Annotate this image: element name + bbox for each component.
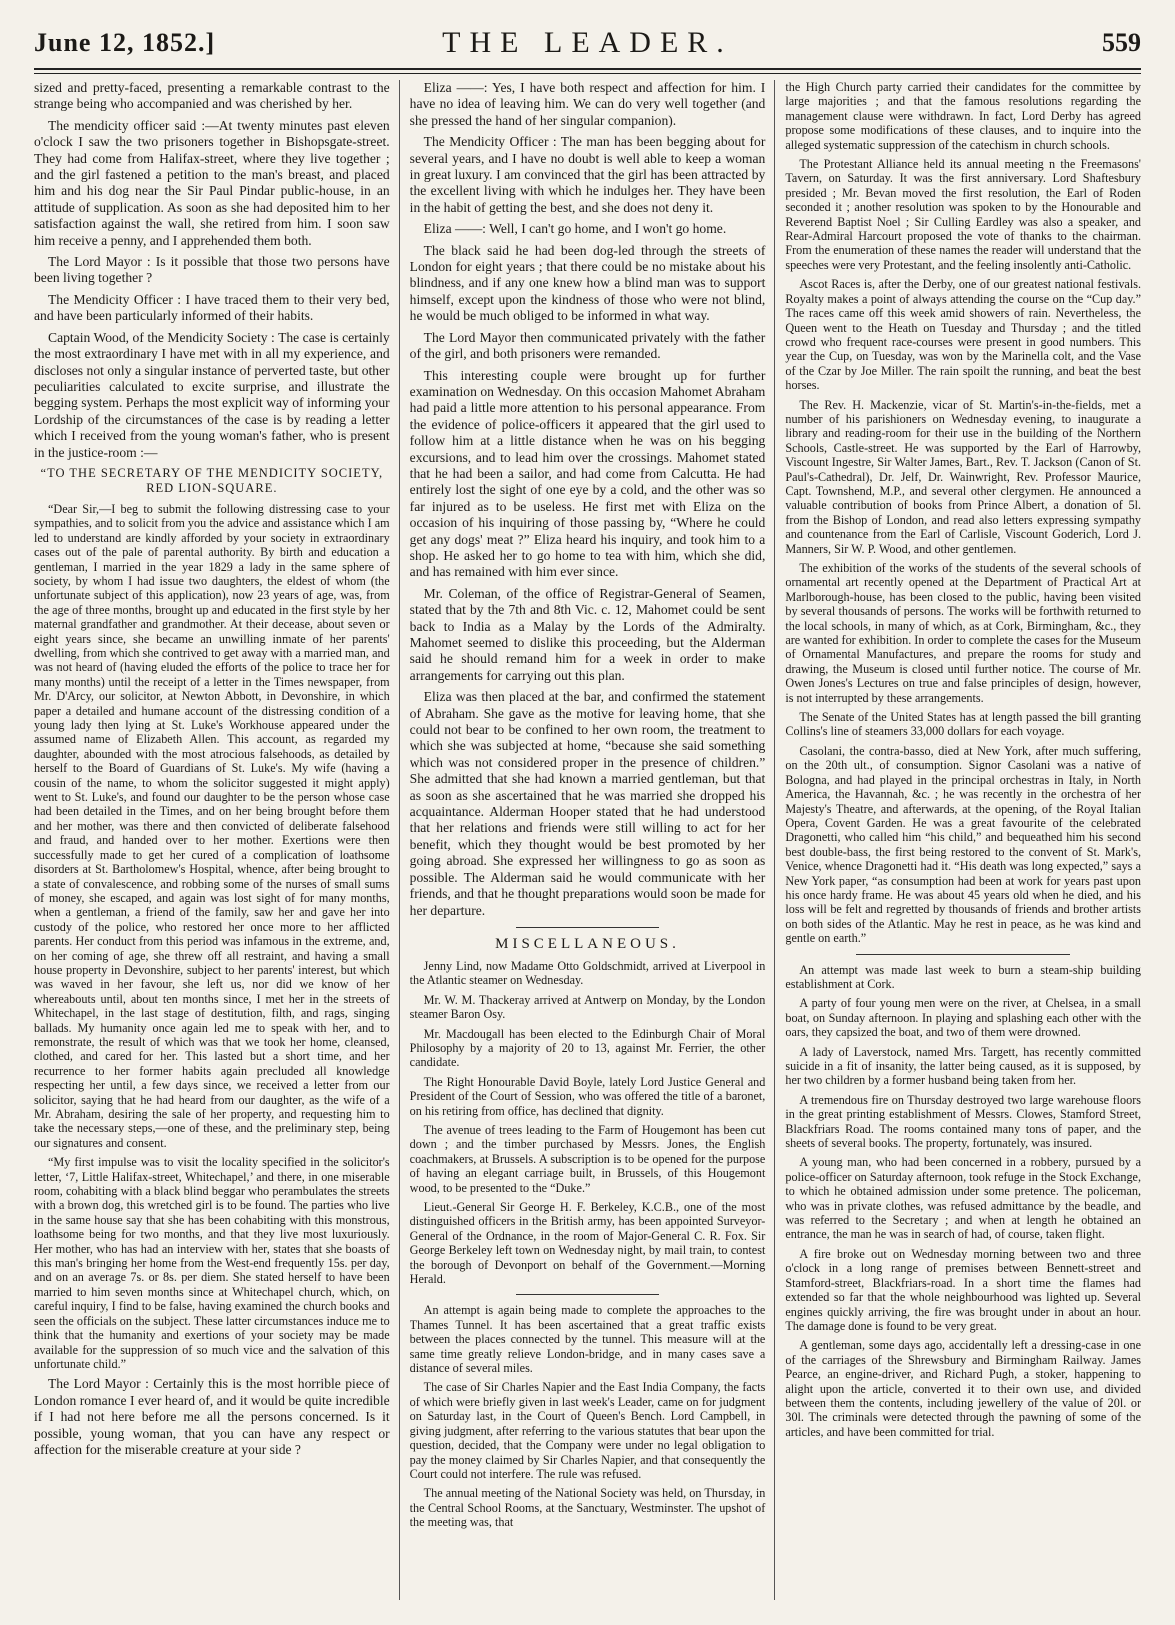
paragraph: Ascot Races is, after the Derby, one of our greatest national festivals. Royalty makes a point of always attending the course on the “Cup day.” The races came off this week amid showers of rain. Nevertheless, the Queen went to the Heath on Tuesday and Thursday ; and the titled crowd who frequent race-courses were present in good numbers. This year the Cup, on Tuesday, was won by the Marinella colt, and the Vase of the Czar by Joe Miller. The rain spoilt the running, and beat the best horses. (785, 277, 1142, 393)
paragraph: Jenny Lind, now Madame Otto Goldschmidt, arrived at Liverpool in the Atlantic steamer on Wednesday. (409, 958, 766, 988)
newspaper-title: THE LEADER. (442, 26, 733, 59)
section-title: MISCELLANEOUS. (495, 935, 680, 952)
paragraph: The Protestant Alliance held its annual meeting n the Freemasons' Tavern, on Saturday. It was the first anniversary. Lord Shaftesbury presided ; Mr. Bevan moved the first resolution, the Earl of Roden seconded it ; another resolution was spoken to by the Honourable and Reverend Baptist Noel ; Sir Culling Eardley was also a speaker, and Rear-Admiral Harcourt proposed the vote of thanks to the chairman. From the enumeration of these names the reader will understand that the speeches were very Protestant, and the feeling insolently anti-Catholic. (785, 157, 1142, 272)
paragraph: Casolani, the contra-basso, died at New York, after much suffering, on the 20th ult., of consumption. Signor Casolani was a native of Bologna, and had played in the principal orchestras in Italy, in North America, the Havannah, &c. ; he was recently in the orchestra of her Majesty's Theatre, and afterwards, at the opening, of the Royal Italian Opera, Covent Garden. He was a great favourite of the celebrated Dragonetti, who called him “his child,” and bequeathed him his second best double-bass, the first being restored to the convent of St. Mark's, Venice, whence Dragonetti had it. “His death was long expected,” says a New York paper, “as consumption had been at work for years past upon his once hardy frame. He was about 45 years old when he died, and his loss will be felt and regretted by thousands of friends and brother artists on both sides of the Atlantic. May he rest in peace, as he was kind and gentle on earth.” (785, 743, 1142, 946)
paragraph: The Senate of the United States has at length passed the bill granting Collins's line of steamers 33,000 dollars for each voyage. (785, 710, 1142, 739)
paragraph: The Rev. H. Mackenzie, vicar of St. Martin's-in-the-fields, met a number of his parishioners on Wednesday evening, to inaugurate a library and reading-room for their use in the building of the Northern Schools, Castle-street. He was supported by the Earl of Harrowby, Viscount Ingestre, Sir Walter James, Bart., Rev. T. Jackson (Canon of St. Paul's-Cathedral), Dr. Jelf, Dr. Wainwright, Rev. Professor Maurice, Capt. Townshend, M.P., and several other clergymen. He announced a valuable contribution of books from Prince Albert, a donation of 5l. from the Bishop of London, and read also letters expressing sympathy and countenance from the Earl of Carlisle, Viscount Goderich, Lord J. Manners, Sir W. P. Wood, and other gentlemen. (785, 397, 1142, 556)
paragraph: Mr. Macdougall has been elected to the Edinburgh Chair of Moral Philosophy by a majority of 20 to 13, against Mr. Ferrier, the other candidate. (409, 1026, 766, 1070)
paragraph: A gentleman, some days ago, accidentally left a dressing-case in one of the carriages of the Shrewsbury and Birmingham Railway. James Pearce, an engine-driver, and Richard Pugh, a stoker, happening to alight upon the article, converted it to their own use, and divided between them the contents, including jewellery of the value of 20l. or 30l. The criminals were detected through the pawning of some of the articles, and have been committed for trial. (785, 1338, 1142, 1439)
issue-date: June 12, 1852.] (34, 28, 216, 57)
paragraph: Captain Wood, of the Mendicity Society : The case is certainly the most extraordinary I have met with in all my experience, and discloses not only a singular instance of perverted taste, but other peculiarities calculated to excite surprise, and illustrate the begging system. Perhaps the most explicit way of informing your Lordship of the circumstances of the case is by reading a letter which I received from the young woman's father, who is present in the justice-room :— (34, 329, 390, 460)
section-divider (516, 927, 658, 928)
paragraph: The Right Honourable David Boyle, lately Lord Justice General and President of the Court of Session, who was offered the title of a baronet, on his retiring from office, has declined that dignity. (409, 1074, 766, 1118)
column-3 (785, 80, 1141, 1600)
paragraph: The Lord Mayor then communicated privately with the father of the girl, and both prisoners were remanded. (409, 329, 766, 362)
section-divider (856, 954, 1069, 955)
paragraph: The annual meeting of the National Society was held, on Thursday, in the Central School Rooms, at the Sanctuary, Westminster. The upshot of the meeting was, that (409, 1486, 766, 1530)
paragraph: The avenue of trees leading to the Farm of Hougemont has been cut down ; and the timber purchased by Messrs. Jones, the English coachmakers, at Brussels. A subscription is to be opened for the purpose of having an elegant carriage built, in Brussels, of this Hougemont wood, to be presented to the “Duke.” (409, 1122, 766, 1195)
paragraph: The Mendicity Officer : The man has been begging about for several years, and I have no doubt is well able to keep a woman in great luxury. I am convinced that the girl has been attracted by the excellent living with which he indulges her. They have been in the habit of getting the best, and she does not deny it. (409, 134, 766, 215)
paragraph: A tremendous fire on Thursday destroyed two large warehouse floors in the great printing establishment of Messrs. Clowes, Stamford Street, Blackfriars Road. The rooms contained many tons of paper, and the sheets of several books. The property, fortunately, was insured. (785, 1092, 1142, 1151)
paragraph: A fire broke out on Wednesday morning between two and three o'clock in a long range of premises between Bennett-street and Stamford-street, Blackfriars-road. In a short time the flames had extended so far that the whole neighbourhood was lighted up. Several engines quickly arriving, the fire was brought under in about an hour. The damage done is found to be very great. (785, 1246, 1142, 1333)
paragraph: The mendicity officer said :—At twenty minutes past eleven o'clock I saw the two prisoners together in Bishopsgate-street. They had come from Halifax-street, where they live together ; and the girl fastened a petition to the man's breast, and placed him and his dog near the Sir Paul Pindar public-house, in an attitude of supplication. As soon as she had deposited him to her satisfaction against the wall, she retired from him. I soon saw him receive a penny, and I apprehended them both. (34, 117, 390, 248)
paragraph: Lieut.-General Sir George H. F. Berkeley, K.C.B., one of the most distinguished officers in the British army, has been appointed Surveyor-General of the Ordnance, in the room of Major-General C. R. Fox. Sir George Berkeley left town on Wednesday night, by mail train, to contest the borough of Devonport on behalf of the Government.—Morning Herald. (409, 1200, 766, 1287)
column-2 (410, 80, 776, 1600)
paragraph: Eliza was then placed at the bar, and confirmed the statement of Abraham. She gave as the motive for leaving home, that she could not bear to be confined to her own room, the treatment to which she was subjected at home, “because she said something which was not considered proper in the presence of children.” She admitted that she had known a married gentleman, but that as soon as she ascertained that he was married she dropped his acquaintance. Alderman Hooper stated that he had understood that her relations and friends were still willing to act for her benefit, which they thought would be best promoted by her going abroad. She expressed her willingness to go as soon as possible. The Alderman said he would communicate with her friends, and that he thought preparations would soon be made for her departure. (409, 689, 766, 918)
paragraph: “Dear Sir,—I beg to submit the following distressing case to your sympathies, and to solicit from you the advice and assistance which I am led to understand are kindly afforded by your society in extraordinary cases out of the pale of parental authority. By birth and education a gentleman, I married in the year 1829 a lady in the same sphere of society, by whom I had issue two daughters, the eldest of whom (the unfortunate subject of this application), now 23 years of age, was, from the age of three months, brought up and educated in the first style by her maternal grandfather and grandmother. At their decease, about seven or eight years since, she became an unwilling inmate of her parents' dwelling, from which she contrived to get away with a married man, and was not heard of (having eluded the efforts of the police to trace her for many months) until the receipt of a letter in the Times newspaper, from Mr. D'Arcy, our solicitor, at Newton Abbott, in Devonshire, in which paper a detailed and humane account of the distressing condition of a young lady then lying at St. Luke's Workhouse appeared under the assumed name of Elizabeth Allen. This account, as regarded my daughter, abounded with the most atrocious falsehoods, as detailed by herself to the Board of Guardians of St. Luke's. My wife (having a cousin of the name, to whom the solicitor suggested it might apply) went to St. Luke's, and found our daughter to be the person whose case had been detailed in the Times, and on her being brought before them and her mother, was there and then convicted of deliberate falsehood and fraud, and handed over to her mother. Exertions were then successfully made to get her cured of a complication of loathsome disorders at St. Bartholomew's Hospital, whence, after being brought to a state of convalescence, and robbing some of the nurses of small sums of money, she escaped, and again was lost sight of for many months, when a gentleman, a friend of the family, saw her and gave her into custody of the police, who restored her once more to her afflicted parents. Her conduct from this period was infamous in the extreme, and, on her coming of age, she threw off all restraint, and having a small house property in Devonshire, subject to her parents' interest, but which was waved in her favour, she left us, nor did we know of her whereabouts until, about ten months since, I met her in the streets of Whitechapel, in the last stage of destitution, filth, and rags, singing ballads. My humanity once again led me to speak with her, and to remonstrate, the result of which was that we took her home, cleansed, clothed, and cared for her. This lasted but a short time, and her recurrence to her former habits again precluded all knowledge respecting her until, a few days since, we received a letter from our solicitor, saying that he had heard from our daughter, as the wife of a Mr. Abraham, desiring the sale of her property, and requesting him to take the necessary steps,—one of these, and the preliminary step, being our signatures and consent. (34, 501, 390, 1150)
paragraph: Eliza ——: Well, I can't go home, and I won't go home. (423, 221, 727, 237)
paragraph: A lady of Laverstock, named Mrs. Targett, has recently committed suicide in a fit of insanity, the latter being caused, as it is supposed, by her two children by a former husband being taken from her. (785, 1044, 1142, 1088)
masthead-rule (34, 70, 1141, 74)
paragraph: The case of Sir Charles Napier and the East India Company, the facts of which were briefly given in last week's Leader, came on for judgment on Saturday last, in the Court of Queen's Bench. Lord Campbell, in giving judgment, after referring to the various statutes that bear upon the question, decided, that the Company were under no legal obligation to pay the money claimed by Sir Charles Napier, and that consequently the Court could not interfere. The rule was refused. (409, 1380, 766, 1481)
paragraph: sized and pretty-faced, presenting a remarkable contrast to the strange being who accompanied and was cherished by her. (34, 80, 390, 112)
paragraph: “My first impulse was to visit the locality specified in the solicitor's letter, ‘7, Little Halifax-street, Whitechapel,’ and there, in one miserable room, cohabiting with a black blind beggar who perambulates the streets with a brown dog, this wretched girl is to be found. The parties who live in the same house say that she has been cohabiting with this monstrous, loathsome being for two months, and that they live most luxuriously. Her mother, who has had an interview with her, states that she boasts of this man's bringing her home from the West-end frequently 15s. per day, and on an average 7s. or 8s. per diem. She stated herself to have been married to him seven months since at Whitechapel church, which, on careful inquiry, I find to be false, having examined the church books and seen the officials on the subject. These latter circumstances induce me to think that the humanity and exertions of your society may be made available for the suppression of so much vice and the salvation of this unfortunate child.” (34, 1155, 390, 1371)
paragraph: Eliza ——: Yes, I have both respect and affection for him. I have no idea of leaving him. We can do very well together (and she pressed the hand of her singular companion). (409, 80, 766, 128)
paragraph: The exhibition of the works of the students of the several schools of ornamental art recently opened at the Department of Practical Art at Marlborough-house, has been closed to the public, having been visited by several thousands of persons. The works will be forthwith returned to the local schools, in many of which, as at Cork, Birmingham, &c., they are wanted for exhibition. In order to complete the cases for the Museum of Ornamental Manufactures, and prepare the rooms for study and drawing, the Museum is closed until further notice. The course of Mr. Owen Jones's Lectures on true and false principles of design, however, is not interrupted by these arrangements. (785, 561, 1142, 705)
paragraph: the High Church party carried their candidates for the committee by large majorities ; and that the famous resolutions regarding the management clause were withdrawn. In fact, Lord Derby has agreed propose some modifications of these clauses, and to inquire into the alleged systematic suppression of the catechism in church schools. (785, 80, 1142, 152)
paragraph: The Mendicity Officer : I have traced them to their very bed, and have been particularly informed of their habits. (34, 291, 390, 324)
paragraph: The Lord Mayor : Certainly this is the most horrible piece of London romance I ever heard of, and it would be quite incredible if I had not here before me all the persons concerned. Is it possible, young woman, that you can have any respect or affection for the miserable creature at your side ? (34, 1376, 390, 1457)
paragraph: Mr. Coleman, of the office of Registrar-General of Seamen, stated that by the 7th and 8th Vic. c. 12, Mahomet could be sent back to India as a Malay by the Lords of the Admiralty. Mahomet seemed to dislike this proceeding, but the Alderman said he should remand him for a week in order to make arrangements for carrying out this plan. (409, 585, 766, 683)
letter-heading: “TO THE SECRETARY OF THE MENDICITY SOCIETY, RED LION-SQUARE. (40, 465, 384, 495)
paragraph: This interesting couple were brought up for further examination on Wednesday. On this occasion Mahomet Abraham had paid a little more attention to his personal appearance. From the evidence of police-officers it appeared that the girl used to follow him at a little distance when he was on his begging excursions, and to lead him over the crossings. Mahomet stated that he had been a sailor, and had come from Calcutta. He had entirely lost the sight of one eye by a cold, and the other was so far injured as to be useless. He first met with Eliza on the occasion of his inquiring of those passing by, “Where he could get any dogs' meat ?” Eliza heard his inquiry, and took him to a shop. He asked her to go home to tea with him, which she did, and has remained with him ever since. (409, 367, 766, 580)
columns (34, 80, 1141, 1600)
masthead (34, 22, 1141, 70)
paragraph: The black said he had been dog-led through the streets of London for eight years ; that there could be no mistake about his blindness, and if any one knew how a blind man was to support himself, except upon the kindness of those who were not blind, he would be much obliged to be informed in what way. (409, 242, 766, 324)
paragraph: A party of four young men were on the river, at Chelsea, in a small boat, on Sunday afternoon. In playing and splashing each other with the oars, they capsized the boat, and two of them were drowned. (785, 996, 1142, 1040)
page-number: 559 (1102, 28, 1141, 57)
section-divider (516, 1294, 658, 1295)
paragraph: The Lord Mayor : Is it possible that those two persons have been living together ? (34, 254, 390, 286)
paragraph: A young man, who had been concerned in a robbery, pursued by a police-officer on Saturday afternoon, took refuge in the Stock Exchange, to which he obtained admission under some pretence. The policeman, who was in private clothes, was refused admittance by the beadle, and was referred to the Secretary ; and when at length he obtained an entrance, the man he was in search of had, of course, taken flight. (785, 1155, 1142, 1242)
paragraph: Mr. W. M. Thackeray arrived at Antwerp on Monday, by the London steamer Baron Osy. (409, 992, 766, 1022)
paragraph: An attempt is again being made to complete the approaches to the Thames Tunnel. It has been ascertained that a great traffic exists between the places connected by the tunnel. This measure will at the same time greatly relieve London-bridge, and in many cases save a distance of several miles. (409, 1303, 766, 1376)
column-1 (34, 80, 400, 1600)
paragraph: An attempt was made last week to burn a steam-ship building establishment at Cork. (785, 962, 1142, 991)
